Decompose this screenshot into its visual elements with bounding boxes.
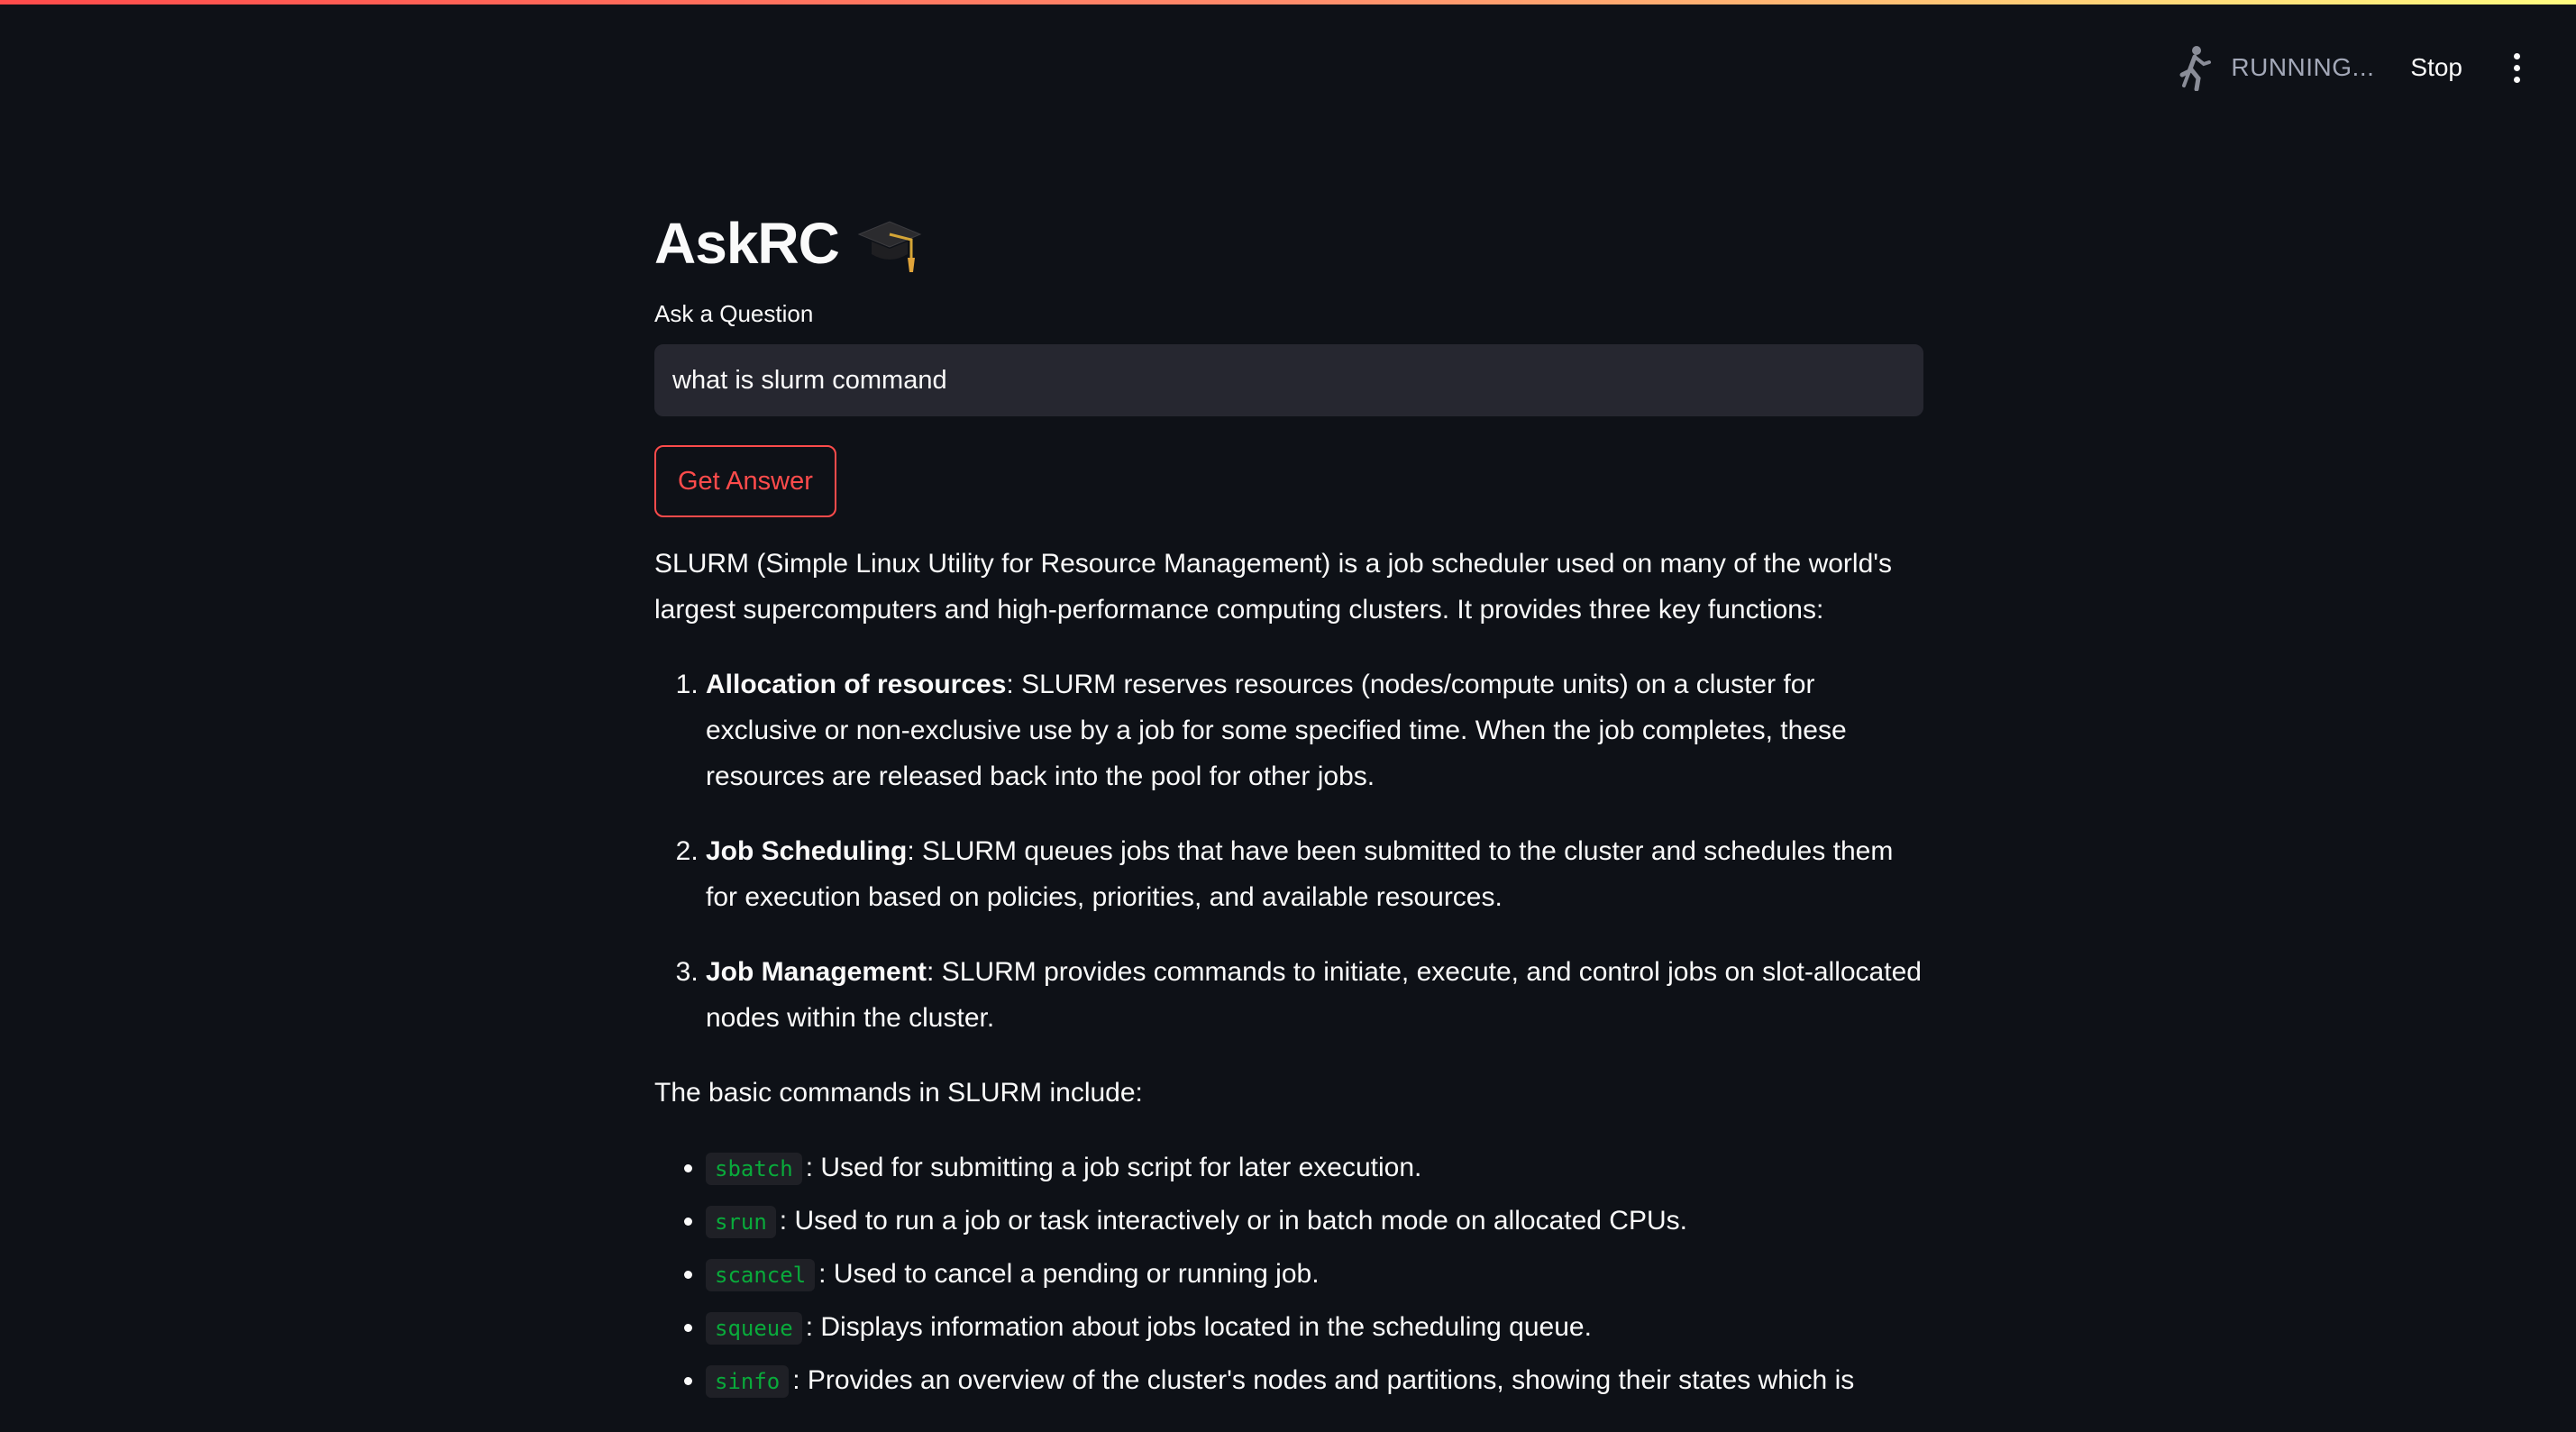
answer-intro: SLURM (Simple Linux Utility for Resource Management) is a job scheduler used on many of the world's largest supercomputers and high-performance computing clusters. It provides three key functions: [654, 549, 1892, 625]
function-term: Job Scheduling [706, 836, 908, 866]
list-item [706, 1145, 1923, 1192]
command-code: sinfo [706, 1365, 789, 1398]
list-item [706, 828, 1923, 920]
list-item [706, 1357, 1923, 1405]
command-code: squeue [706, 1312, 802, 1345]
command-desc: : Displays information about jobs located in the scheduling queue. [805, 1312, 1592, 1342]
graduation-cap-icon [855, 209, 924, 278]
list-item [706, 949, 1923, 1041]
command-desc: : Used to cancel a pending or running job. [818, 1259, 1320, 1289]
title-row [654, 194, 1923, 293]
question-input[interactable] [654, 344, 1923, 416]
command-desc: : Used to run a job or task interactively or in batch mode on allocated CPUs. [779, 1206, 1687, 1236]
app-toolbar [2177, 36, 2535, 99]
function-text: : SLURM reserves resources (nodes/compute units) on a cluster for exclusive or non-exclusive use by a job for some specified time. When the job completes, these resources are released back into the pool for other jobs. [706, 670, 1847, 791]
list-item [706, 1198, 1923, 1245]
list-item [706, 1251, 1923, 1299]
running-status [2177, 44, 2374, 91]
function-term: Job Management [706, 957, 927, 987]
page-title: AskRC [654, 211, 839, 276]
command-desc: : Provides an overview of the cluster's nodes and partitions, showing their states which is [792, 1365, 1855, 1395]
main-content [654, 194, 1923, 1432]
commands-list [654, 1145, 1923, 1405]
question-label: Ask a Question [654, 300, 814, 327]
functions-list [654, 661, 1923, 1041]
get-answer-button[interactable]: Get Answer [654, 445, 836, 517]
commands-intro: The basic commands in SLURM include: [654, 1078, 1143, 1108]
main-menu-icon[interactable] [2498, 41, 2535, 95]
function-text: : SLURM queues jobs that have been submitted to the cluster and schedules them for execution based on policies, priorities, and available resources. [706, 836, 1894, 912]
function-term: Allocation of resources [706, 670, 1007, 699]
list-item [706, 1304, 1923, 1352]
command-code: srun [706, 1206, 776, 1238]
stop-button[interactable]: Stop [2410, 44, 2462, 91]
list-item [706, 661, 1923, 799]
running-status-text: RUNNING... [2231, 53, 2375, 81]
command-code: sbatch [706, 1153, 802, 1185]
top-decoration-bar [0, 0, 2576, 5]
command-desc: : Used for submitting a job script for later execution. [805, 1153, 1422, 1182]
running-man-icon [2177, 44, 2213, 91]
answer-markdown [654, 541, 1923, 1405]
function-text: : SLURM provides commands to initiate, execute, and control jobs on slot-allocated nodes within the cluster. [706, 957, 1922, 1033]
command-code: scancel [706, 1259, 815, 1291]
